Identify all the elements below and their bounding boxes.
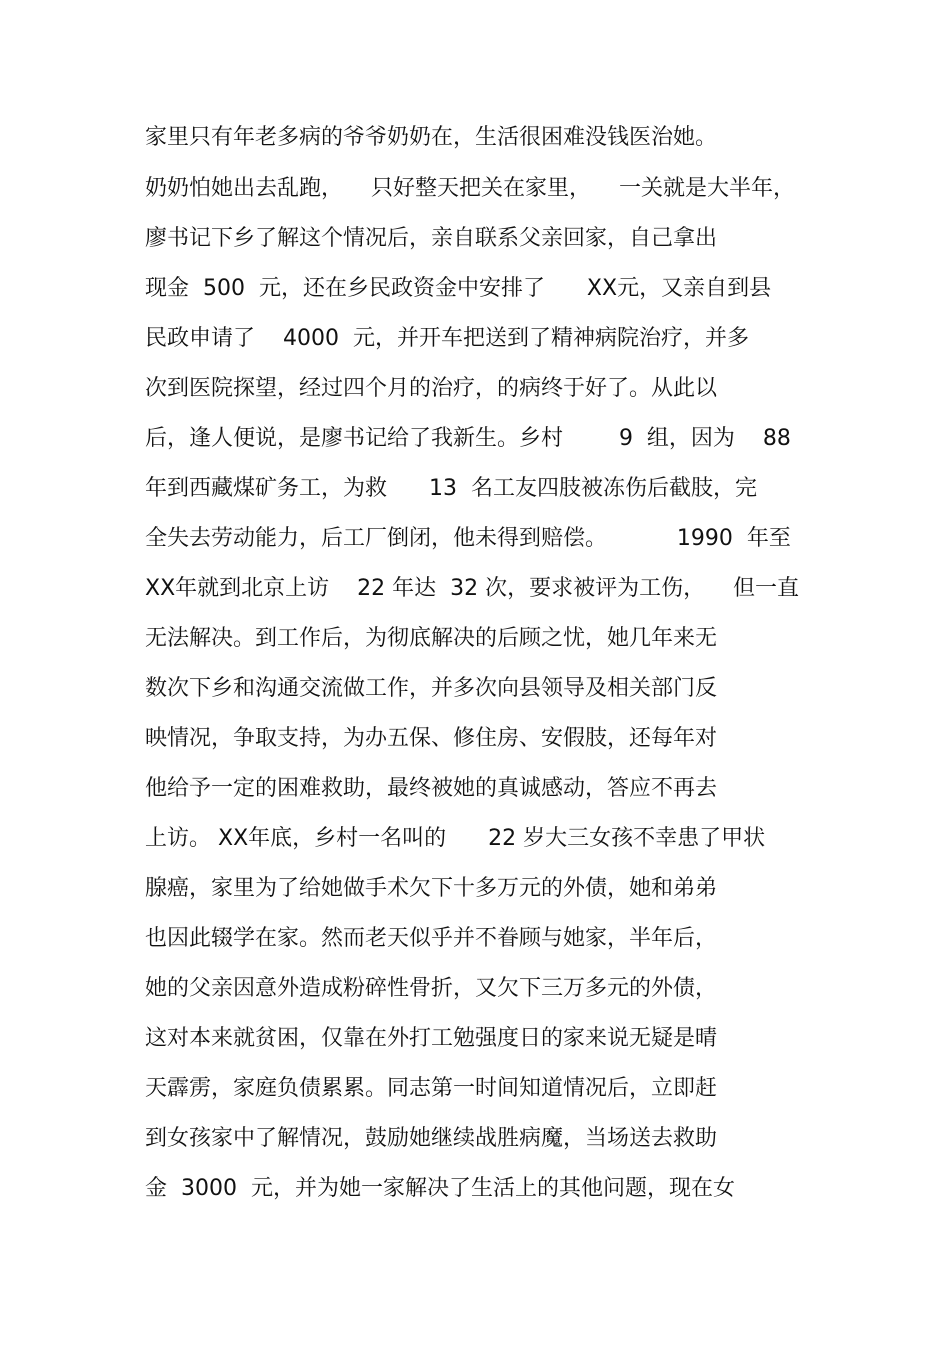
text-line: 这对本来就贫困，仅靠在外打工勉强度日的家来说无疑是晴 bbox=[145, 1026, 718, 1051]
text-line: 他给予一定的困难救助，最终被她的真诚感动，答应不再去 bbox=[145, 776, 718, 801]
text-line: 廖书记下乡了解这个情况后，亲自联系父亲回家，自己拿出 bbox=[145, 226, 718, 251]
text-line: 后，逢人便说，是廖书记给了我新生。乡村 9 组，因为 88 bbox=[145, 426, 791, 451]
text-line: 金 3000 元，并为她一家解决了生活上的其他问题，现在女 bbox=[145, 1176, 735, 1201]
text-line: 也因此辍学在家。然而老天似乎并不眷顾与她家，半年后， bbox=[145, 926, 718, 951]
text-line: 无法解决。到工作后，为彻底解决的后顾之忧，她几年来无 bbox=[145, 626, 718, 651]
text-line: 到女孩家中了解情况，鼓励她继续战胜病魔，当场送去救助 bbox=[145, 1126, 718, 1151]
text-line: 奶奶怕她出去乱跑， 只好整天把关在家里， 一关就是大半年， bbox=[145, 176, 795, 201]
text-line: 家里只有年老多病的爷爷奶奶在，生活很困难没钱医治她。 bbox=[145, 125, 718, 150]
text-line: 腺癌，家里为了给她做手术欠下十多万元的外债，她和弟弟 bbox=[145, 876, 718, 901]
text-line: 民政申请了 4000 元，并开车把送到了精神病院治疗，并多 bbox=[145, 326, 749, 351]
text-line: 上访。 XX年底，乡村一名叫的 22 岁大三女孩不幸患了甲状 bbox=[145, 826, 766, 851]
text-line: 天霹雳，家庭负债累累。同志第一时间知道情况后，立即赶 bbox=[145, 1076, 718, 1101]
text-line: 她的父亲因意外造成粉碎性骨折，又欠下三万多元的外债， bbox=[145, 976, 718, 1001]
text-line: 全失去劳动能力，后工厂倒闭，他未得到赔偿。 1990 年至 bbox=[145, 526, 791, 551]
text-line: 映情况，争取支持，为办五保、修住房、安假肢，还每年对 bbox=[145, 726, 718, 751]
text-line: 数次下乡和沟通交流做工作，并多次向县领导及相关部门反 bbox=[145, 676, 718, 701]
text-line: 年到西藏煤矿务工，为救 13 名工友四肢被冻伤后截肢，完 bbox=[145, 476, 757, 501]
text-line: 现金 500 元，还在乡民政资金中安排了 XX元，又亲自到县 bbox=[145, 276, 772, 301]
text-line: 次到医院探望，经过四个月的治疗，的病终于好了。从此以 bbox=[145, 376, 718, 401]
text-line: XX年就到北京上访 22 年达 32 次，要求被评为工伤， 但一直 bbox=[145, 576, 800, 601]
